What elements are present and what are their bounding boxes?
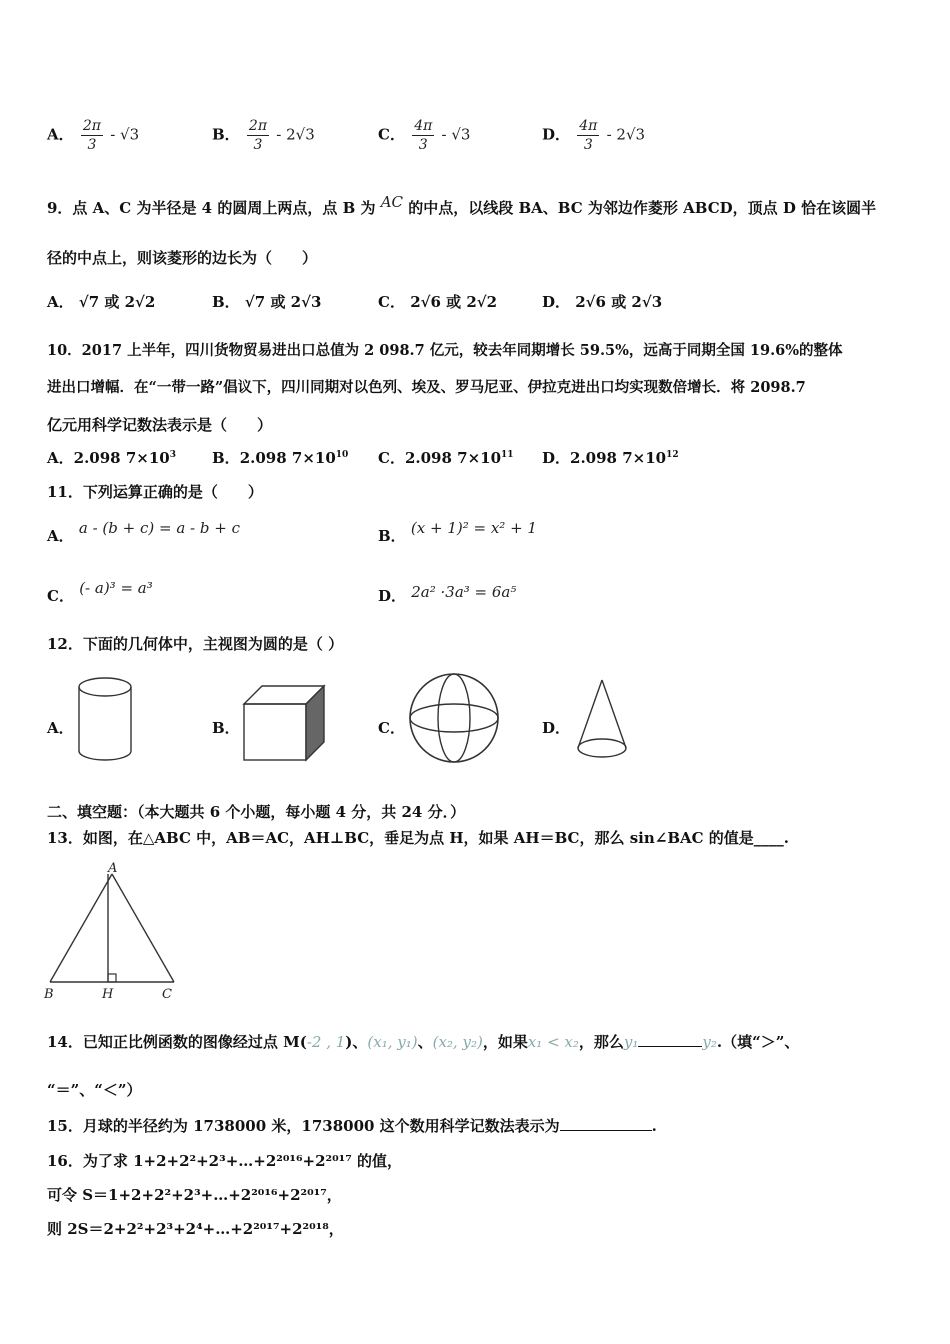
q11-option-c[interactable]: C． (- a)³ = a³ <box>47 579 153 605</box>
arc-ac: AC <box>380 193 404 211</box>
q16-line1: 16．为了求 1+2+2²+2³+…+2²⁰¹⁶+2²⁰¹⁷ 的值， <box>47 1152 403 1170</box>
q12-option-a-label[interactable]: A． <box>47 719 74 737</box>
q9-stem-line2: 径的中点上，则该菱形的边长为（ ） <box>47 249 318 267</box>
q8-option-c[interactable]: C． $\frac{4\pi}{3}$ - √3 <box>378 118 471 153</box>
q11-option-b[interactable]: B． (x + 1)² = x² + 1 <box>378 519 537 545</box>
section-title: 二、填空题：（本大题共 6 个小题，每小题 4 分，共 24 分．） <box>47 803 466 821</box>
fraction: $\frac{2\pi}{3}$ <box>82 118 101 153</box>
q14-line1: 14．已知正比例函数的图像经过点 M(-2 , 1)、(x₁, y₁)、(x₂, y₂)，如果x₁ < x₂，那么y₁ y₂.（填“＞”、 <box>47 1033 800 1051</box>
q10-stem-line2: 进出口增幅．在“一带一路”倡议下，四川同期对以色列、埃及、罗马尼亚、伊拉克进出口均实现数倍增长．将 2098.7 <box>47 379 806 396</box>
point-label-b: B <box>44 987 54 1002</box>
q8-option-a[interactable]: A． $\frac{2\pi}{3}$ - √3 <box>47 118 140 153</box>
q14-line2: “＝”、“＜”） <box>47 1081 142 1099</box>
q12-option-d-label[interactable]: D． <box>542 719 571 737</box>
sphere-icon <box>404 668 504 768</box>
q10-option-d[interactable]: D．2.098 $7\times 10^{12}$ <box>542 449 679 467</box>
answer-blank[interactable] <box>638 1032 702 1047</box>
cube-icon <box>240 682 330 764</box>
q9-option-a[interactable]: A． √7 或 2√2 <box>47 293 156 311</box>
triangle-figure <box>42 860 182 1008</box>
q10-stem-line1: 10．2017 上半年，四川货物贸易进出口总值为 2 098.7 亿元，较去年同期增长 59.5%，远高于同期全国 19.6%的整体 <box>47 342 843 359</box>
q16-line3: 则 2S＝2+2²+2³+2⁴+…+2²⁰¹⁷+2²⁰¹⁸， <box>47 1220 344 1238</box>
point-label-c: C <box>162 987 172 1002</box>
q11-option-d[interactable]: D． 2a² ·3a³ = 6a⁵ <box>378 583 517 605</box>
q10-stem-line3: 亿元用科学记数法表示是（ ） <box>47 416 273 434</box>
cone-icon <box>570 676 634 768</box>
fraction: $\frac{2\pi}{3}$ <box>248 118 268 153</box>
q9-option-b[interactable]: B． √7 或 2√3 <box>212 293 322 311</box>
q11-option-a[interactable]: A． a - (b + c) = a - b + c <box>47 519 240 545</box>
answer-blank[interactable] <box>560 1116 652 1131</box>
point-label-a: A <box>108 861 118 876</box>
q10-option-c[interactable]: C．2.098 $7\times 10^{11}$ <box>378 449 514 467</box>
fraction: $\frac{4\pi}{3}$ <box>579 118 598 153</box>
q8-option-b[interactable]: B． $\frac{2\pi}{3}$ - 2√3 <box>212 118 315 153</box>
fraction: $\frac{4\pi}{3}$ <box>414 118 433 153</box>
q13-stem: 13．如图，在△ABC 中，AB＝AC，AH⊥BC，垂足为点 H，如果 AH＝BC，那么 sin∠BAC 的值是____. <box>47 829 790 847</box>
q9-option-d[interactable]: D． 2√6 或 2√3 <box>542 293 663 311</box>
q9-stem-line1: 9．点 A、C 为半径是 4 的圆周上两点，点 B 为 AC 的中点，以线段 BA、BC 为邻边作菱形 ABCD，顶点 D 恰在该圆半 <box>47 193 877 217</box>
point-label-h: H <box>102 987 114 1002</box>
q8-option-d[interactable]: D． $\frac{4\pi}{3}$ - 2√3 <box>542 118 646 153</box>
q16-line2: 可令 S＝1+2+2²+2³+…+2²⁰¹⁶+2²⁰¹⁷， <box>47 1186 342 1204</box>
q12-option-b-label[interactable]: B． <box>212 719 240 737</box>
q12-option-c-label[interactable]: C． <box>378 719 405 737</box>
q10-option-b[interactable]: B．2.098 $7\times 10^{10}$ <box>212 449 349 467</box>
q9-option-c[interactable]: C． 2√6 或 2√2 <box>378 293 498 311</box>
q10-option-a[interactable]: A．2.098 $7\times 10^3$ <box>47 449 176 467</box>
q11-stem: 11．下列运算正确的是（ ） <box>47 483 263 501</box>
q12-stem: 12．下面的几何体中，主视图为圆的是（ ） <box>47 635 344 653</box>
cylinder-icon <box>72 675 138 765</box>
q15-stem: 15．月球的半径约为 1738000 米，1738000 这个数用科学记数法表示为 . <box>47 1117 657 1135</box>
